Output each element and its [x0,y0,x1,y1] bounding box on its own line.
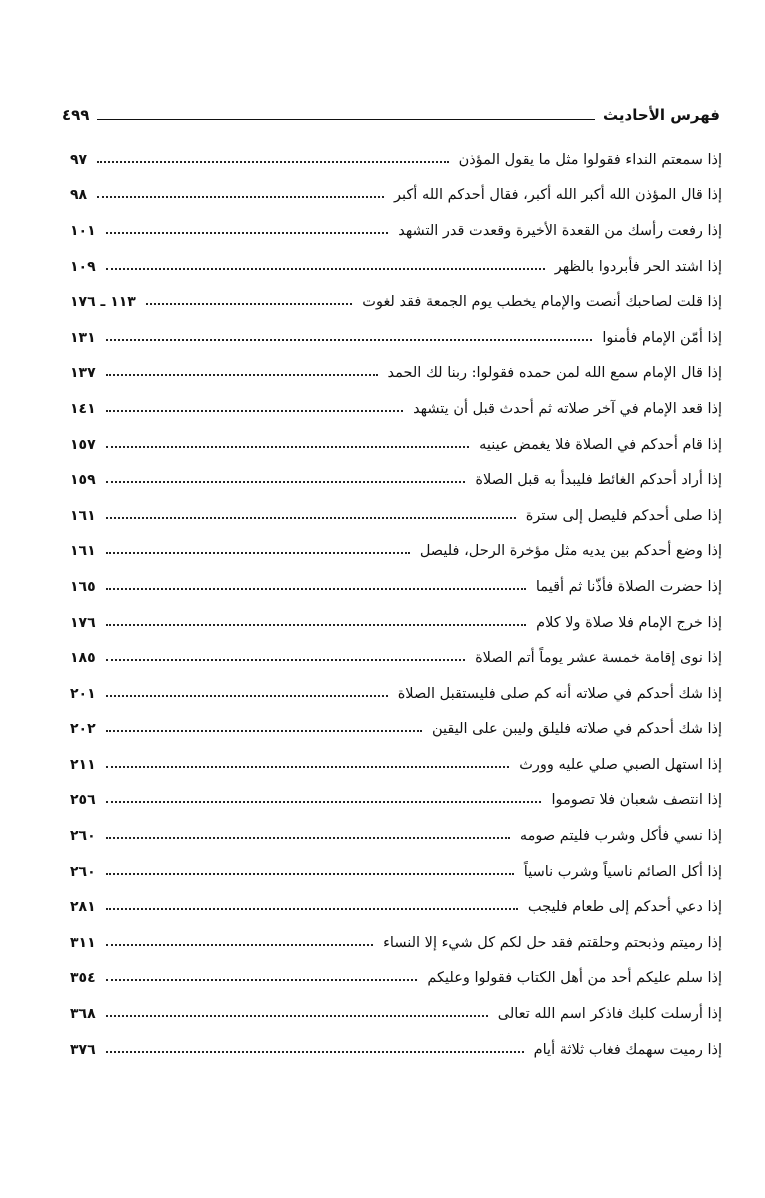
index-entry [70,213,722,249]
entry-page-number: ٣٥٤ [70,970,96,987]
header-rule [97,119,595,120]
entry-page-number: ٢١١ [70,756,96,773]
index-entry [70,889,722,925]
entry-page-number: ١٤١ [70,400,96,417]
entry-page-number: ١٠٩ [70,258,96,275]
entry-page-number: ١٦١ [70,507,96,524]
index-entry [70,605,722,641]
entry-page-number: ٢٨١ [70,899,96,916]
index-entry [70,498,722,534]
dot-leader [97,151,448,163]
entry-text: إذا حضرت الصلاة فأذّنا ثم أقيما [535,578,722,595]
dot-leader [106,898,518,910]
entry-page-number: ١٦٥ [70,578,96,595]
dot-leader [106,1041,524,1053]
entry-page-number: ١٣٧ [70,365,96,382]
entry-page-number: ١٨٥ [70,650,96,667]
entry-page-number: ١٠١ [70,222,96,239]
index-entry [70,427,722,463]
dot-leader [97,186,384,198]
index-entry [70,534,722,570]
index-entry [70,961,722,997]
dot-leader [106,791,542,803]
dot-leader [106,934,373,946]
dot-leader [106,614,526,626]
entry-text: إذا سمعتم النداء فقولوا مثل ما يقول المؤذن [458,151,722,168]
entry-text: إذا قعد الإمام في آخر صلاته ثم أحدث قبل أن يتشهد [413,400,722,417]
entry-text: إذا أرسلت كلبك فاذكر اسم الله تعالى [497,1006,722,1023]
dot-leader [106,756,510,768]
index-entry [70,1032,722,1068]
dot-leader [106,400,403,412]
entry-text: إذا رفعت رأسك من القعدة الأخيرة وقعدت قدر التشهد [398,222,722,239]
dot-leader [106,720,422,732]
index-entry [70,391,722,427]
entry-text: إذا قام أحدكم في الصلاة فلا يغمض عينيه [479,436,722,453]
index-entry [70,712,722,748]
entry-text: إذا قال الإمام سمع الله لمن حمده فقولوا: ربنا لك الحمد [387,365,722,382]
page-title: فهرس الأحاديث [603,106,720,124]
entry-page-number: ١٣١ [70,329,96,346]
entry-page-number: ٣١١ [70,934,96,951]
dot-leader [106,507,516,519]
dot-leader [106,863,514,875]
entry-text: إذا انتصف شعبان فلا تصوموا [551,792,722,809]
entry-page-number: ٢٦٠ [70,863,96,880]
dot-leader [106,578,526,590]
entry-page-number: ٢٠١ [70,685,96,702]
dot-leader [106,969,418,981]
entry-text: إذا رميتم وذبحتم وحلقتم فقد حل لكم كل شيء إلا النساء [383,934,722,951]
index-entry [70,142,722,178]
entry-text: إذا قال المؤذن الله أكبر الله أكبر، فقال أحدكم الله أكبر [394,187,722,204]
hadith-index-list [70,142,722,1067]
entry-page-number: ١٥٧ [70,436,96,453]
entry-text: إذا شك أحدكم في صلاته فليلق وليبن على اليقين [431,721,722,738]
index-entry [70,854,722,890]
dot-leader [106,827,510,839]
dot-leader [106,364,378,376]
index-entry [70,178,722,214]
index-entry [70,925,722,961]
entry-text: إذا رميت سهمك فغاب ثلاثة أيام [533,1041,722,1058]
entry-text: إذا شك أحدكم في صلاته أنه كم صلى فليستقبل الصلاة [397,685,722,702]
entry-text: إذا نسي فأكل وشرب فليتم صومه [519,828,722,845]
entry-page-number: ١١٣ ـ ١٧٦ [70,294,136,311]
dot-leader [106,649,465,661]
entry-text: إذا أمّن الإمام فأمنوا [602,329,722,346]
dot-leader [146,293,352,305]
index-entry [70,783,722,819]
dot-leader [106,329,593,341]
entry-page-number: ١٦١ [70,543,96,560]
index-entry [70,320,722,356]
page-number: ٤٩٩ [62,106,90,124]
entry-page-number: ٣٧٦ [70,1041,96,1058]
entry-text: إذا اشتد الحر فأبردوا بالظهر [554,258,722,275]
entry-page-number: ٢٠٢ [70,721,96,738]
index-entry [70,284,722,320]
entry-page-number: ٩٨ [70,187,88,204]
entry-page-number: ١٧٦ [70,614,96,631]
entry-text: إذا وضع أحدكم بين يديه مثل مؤخرة الرحل، فليصل [419,543,722,560]
entry-page-number: ١٥٩ [70,472,96,489]
entry-text: إذا أراد أحدكم الغائط فليبدأ به قبل الصلاة [475,472,722,489]
page-header [62,94,720,124]
entry-text: إذا قلت لصاحبك أنصت والإمام يخطب يوم الجمعة فقد لغوت [362,294,722,311]
entry-text: إذا استهل الصبي صلي عليه وورث [519,756,722,773]
entry-page-number: ٣٦٨ [70,1006,96,1023]
entry-page-number: ٢٥٦ [70,792,96,809]
dot-leader [106,258,545,270]
dot-leader [106,542,410,554]
index-entry [70,569,722,605]
index-entry [70,640,722,676]
index-entry [70,462,722,498]
index-entry [70,996,722,1032]
entry-text: إذا سلم عليكم أحد من أهل الكتاب فقولوا وعليكم [427,970,722,987]
index-entry [70,356,722,392]
index-entry [70,676,722,712]
entry-page-number: ٢٦٠ [70,828,96,845]
dot-leader [106,471,466,483]
dot-leader [106,436,469,448]
entry-text: إذا نوى إقامة خمسة عشر يوماً أتم الصلاة [475,650,722,667]
index-entry [70,747,722,783]
dot-leader [106,222,389,234]
entry-text: إذا خرج الإمام فلا صلاة ولا كلام [536,614,722,631]
dot-leader [106,685,388,697]
dot-leader [106,1005,488,1017]
entry-text: إذا أكل الصائم ناسياً وشرب ناسياً [523,863,722,880]
index-entry [70,818,722,854]
entry-text: إذا صلى أحدكم فليصل إلى سترة [525,507,722,524]
entry-page-number: ٩٧ [70,151,88,168]
entry-text: إذا دعي أحدكم إلى طعام فليجب [527,899,722,916]
index-entry [70,249,722,285]
